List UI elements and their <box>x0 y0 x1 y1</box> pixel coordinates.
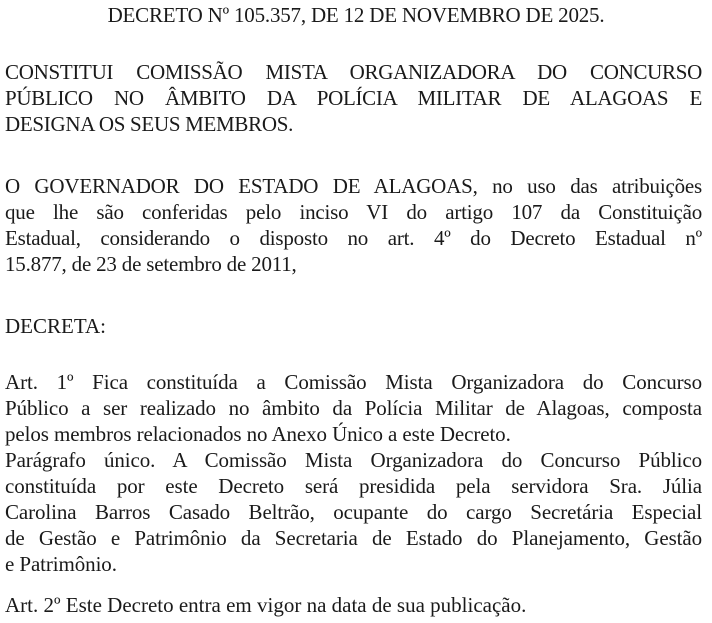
ementa-line: DESIGNA OS SEUS MEMBROS. <box>5 112 294 136</box>
decree-title: DECRETO Nº 105.357, DE 12 DE NOVEMBRO DE 2025. <box>107 3 605 27</box>
preamble-line: 15.877, de 23 de setembro de 2011, <box>5 252 297 276</box>
sole-paragraph-line: e Patrimônio. <box>5 552 117 576</box>
article-1-line: Art. 1º Fica constituída a Comissão Mista Organizadora do Concurso <box>5 370 702 394</box>
ementa-line: PÚBLICO NO ÂMBITO DA POLÍCIA MILITAR DE ALAGOAS E <box>5 86 702 110</box>
preamble-line: Estadual, considerando o disposto no art. 4º do Decreto Estadual nº <box>5 226 702 250</box>
article-1-line: Público a ser realizado no âmbito da Polícia Militar de Alagoas, composta <box>5 396 702 420</box>
decree-preamble <box>5 173 702 277</box>
decreta-heading: DECRETA: <box>5 314 106 338</box>
preamble-line: O GOVERNADOR DO ESTADO DE ALAGOAS, no uso das atribuições <box>5 174 702 198</box>
article-1 <box>5 369 702 447</box>
decree-ementa <box>5 59 702 137</box>
sole-paragraph-line: Carolina Barros Casado Beltrão, ocupante do cargo Secretária Especial <box>5 500 702 524</box>
sole-paragraph <box>5 447 702 577</box>
sole-paragraph-line: constituída por este Decreto será presidida pela servidora Sra. Júlia <box>5 474 702 498</box>
sole-paragraph-line: Parágrafo único. A Comissão Mista Organizadora do Concurso Público <box>5 448 702 472</box>
sole-paragraph-line: de Gestão e Patrimônio da Secretaria de Estado do Planejamento, Gestão <box>5 526 702 550</box>
article-1-line: pelos membros relacionados no Anexo Único a este Decreto. <box>5 422 511 446</box>
ementa-line: CONSTITUI COMISSÃO MISTA ORGANIZADORA DO CONCURSO <box>5 60 702 84</box>
article-2: Art. 2º Este Decreto entra em vigor na data de sua publicação. <box>5 593 527 617</box>
preamble-line: que lhe são conferidas pelo inciso VI do artigo 107 da Constituição <box>5 200 702 224</box>
